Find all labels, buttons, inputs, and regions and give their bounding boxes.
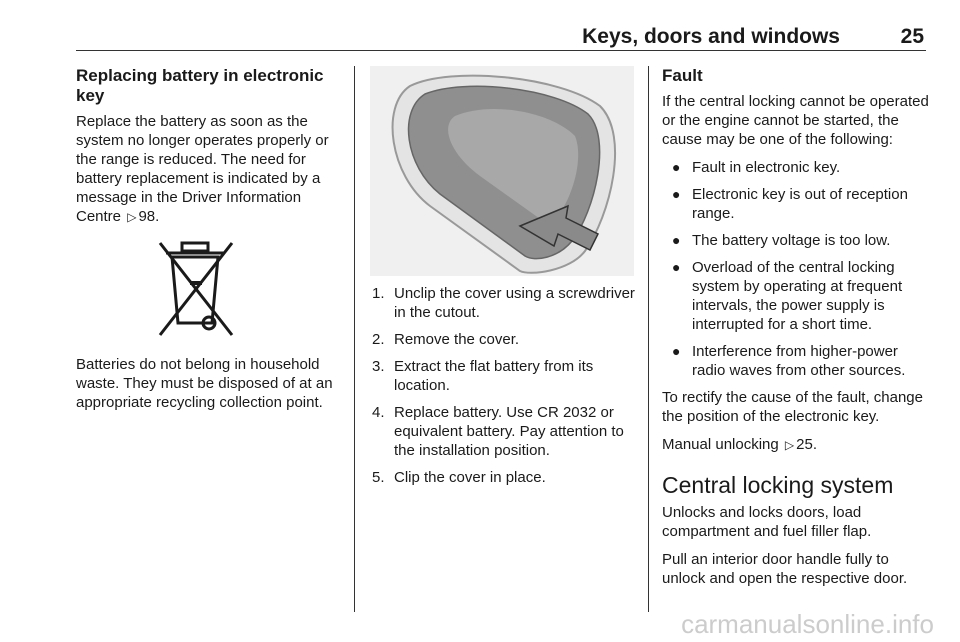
fault-heading: Fault: [662, 66, 703, 85]
door-handle-paragraph: Pull an interior door handle fully to unlock and open the respective door.: [662, 551, 908, 587]
step-text: Remove the cover.: [394, 331, 520, 348]
list-item: [662, 185, 930, 223]
recycling-paragraph: Batteries do not belong in household waste. They must be disposed of at an appropriate recycling collection point.: [76, 356, 333, 411]
section-heading-battery: Replacing battery in electronic key: [76, 66, 324, 105]
cause-text: Overload of the central locking system by operating at frequent intervals, the power supply is interrupted for a short time.: [692, 259, 903, 333]
xref-page: 98.: [138, 208, 160, 225]
step-text: Replace battery. Use CR 2032 or equivalent battery. Pay attention to the installation position.: [394, 404, 624, 459]
rectify-paragraph: To rectify the cause of the fault, change the position of the electronic key.: [662, 389, 923, 425]
cause-text: Interference from higher-power radio waves from other sources.: [692, 343, 906, 379]
bullet-icon: ●: [672, 259, 681, 275]
column-divider: [648, 66, 649, 612]
xref-page: 25.: [796, 436, 818, 453]
step-text: Extract the flat battery from its location.: [394, 358, 594, 394]
bullet-icon: ●: [672, 159, 681, 175]
step-text: Unclip the cover using a screwdriver in the cutout.: [394, 285, 635, 321]
list-item: [372, 330, 636, 349]
xref-arrow-icon: ▷: [784, 438, 795, 452]
list-item: [662, 258, 930, 334]
fault-intro: If the central locking cannot be operated or the engine cannot be started, the cause may be one of the following:: [662, 93, 929, 148]
bullet-icon: ●: [672, 343, 681, 359]
fault-causes: [662, 158, 930, 380]
crossed-bin-icon: [148, 237, 242, 341]
column-middle: [372, 66, 636, 495]
step-number: 3.: [372, 358, 385, 375]
central-locking-heading: Central locking system: [662, 472, 894, 498]
column-left: [76, 66, 344, 421]
list-item: [662, 342, 930, 380]
list-item: [372, 468, 636, 487]
step-number: 1.: [372, 285, 385, 302]
xref-arrow-icon: ▷: [127, 210, 137, 224]
list-item: [662, 158, 930, 177]
step-number: 2.: [372, 331, 385, 348]
header-rule: [76, 50, 926, 51]
battery-paragraph-text: Replace the battery as soon as the system no longer operates properly or the range is reduced. The need for battery replacement is indicated by a message in the Driver Information Centre: [76, 113, 329, 225]
bullet-icon: ●: [672, 186, 681, 202]
column-right: [662, 66, 930, 597]
step-number: 5.: [372, 469, 385, 486]
column-divider: [354, 66, 355, 612]
manual-unlock-text: Manual unlocking: [662, 436, 779, 453]
cause-text: The battery voltage is too low.: [692, 232, 891, 249]
step-number: 4.: [372, 404, 385, 421]
cause-text: Electronic key is out of reception range.: [692, 186, 908, 222]
list-item: [372, 284, 636, 322]
battery-paragraph: [76, 112, 344, 227]
list-item: [372, 357, 636, 395]
replacement-steps: [372, 284, 636, 487]
chapter-title: Keys, doors and windows: [582, 25, 840, 48]
page-number: 25: [900, 25, 924, 48]
central-locking-paragraph: Unlocks and locks doors, load compartment and fuel filler flap.: [662, 504, 872, 540]
watermark: carmanualsonline.info: [681, 609, 934, 639]
cause-text: Fault in electronic key.: [692, 159, 841, 176]
manual-unlock-paragraph: [662, 435, 930, 455]
list-item: [372, 403, 636, 460]
step-text: Clip the cover in place.: [394, 469, 546, 486]
bullet-icon: ●: [672, 232, 681, 248]
list-item: [662, 231, 930, 250]
